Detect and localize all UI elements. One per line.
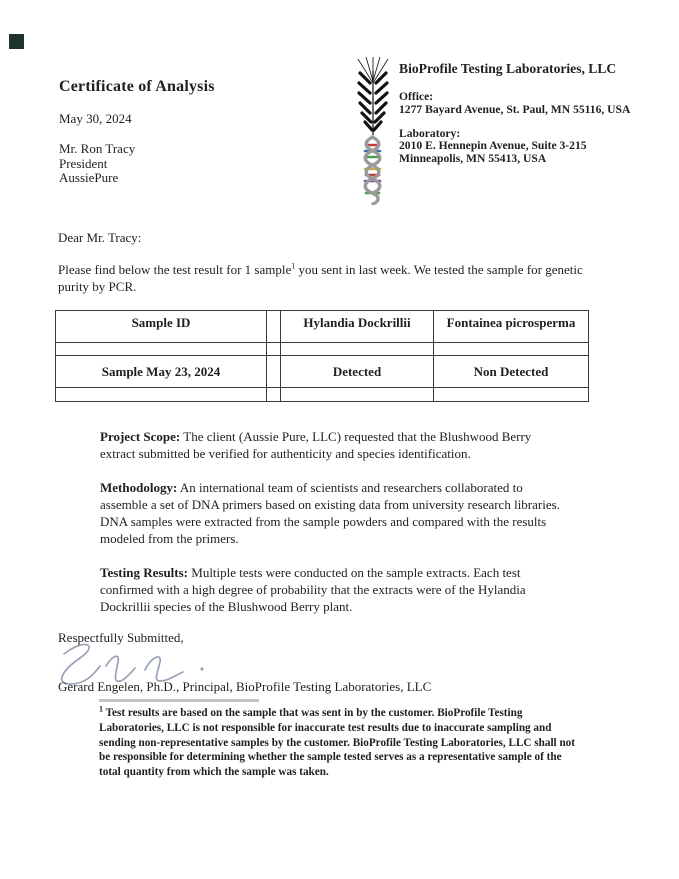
table-empty-row: [56, 388, 589, 402]
spacer-cell: [267, 311, 281, 343]
laboratory-label: Laboratory:: [399, 126, 461, 140]
header-hylandia: Hylandia Dockrillii: [281, 311, 434, 343]
page-title: Certificate of Analysis: [59, 78, 215, 95]
spacer-cell: [267, 356, 281, 388]
corner-mark: [9, 34, 24, 49]
footnote-divider: [99, 699, 259, 702]
intro-text-after: you sent in last week. We tested the sample for genetic purity by PCR.: [58, 262, 583, 294]
lab-header-block: [399, 61, 649, 166]
cell-sample-id: Sample May 23, 2024: [56, 356, 267, 388]
document-date: May 30, 2024: [59, 111, 132, 126]
laboratory-address-2: Minneapolis, MN 55413, USA: [399, 152, 547, 166]
cell-fontainea-result: Non Detected: [434, 356, 589, 388]
project-scope-label: Project Scope:: [100, 429, 181, 444]
header-fontainea: Fontainea picrosperma: [434, 311, 589, 343]
signatory-line: Gerard Engelen, Ph.D., Principal, BioProfile Testing Laboratories, LLC: [58, 679, 432, 694]
office-label: Office:: [399, 90, 434, 103]
project-scope-text: The client (Aussie Pure, LLC) requested that the Blushwood Berry extract submitted be verified for authenticity and species identification.: [100, 429, 532, 462]
cell-hylandia-result: Detected: [281, 356, 434, 388]
intro-paragraph: [58, 261, 590, 295]
testing-results-text: Multiple tests were conducted on the sample extracts. Each test confirmed with a high degree of probability that the extracts were of the Hylandia Dockrillii species of the Blushwood Berry plant.: [100, 564, 526, 615]
recipient-name: Mr. Ron Tracy: [59, 141, 136, 156]
section-project-scope: [100, 428, 562, 463]
valediction: Respectfully Submitted,: [58, 630, 184, 645]
section-testing-results: [100, 564, 562, 616]
footnote-text: Test results are based on the sample that was sent in by the customer. BioProfile Testing Laboratories, LLC is not responsible for inaccurate test results due to inaccurate sampling and sending non-representative samples by the customer. BioProfile Testing Laboratories, LLC shall not be responsible for determining whether the sample tested serves as a representative sample of the total quantity from which the sample was taken.: [99, 707, 576, 779]
table-header-row: [56, 311, 589, 343]
office-address: 1277 Bayard Avenue, St. Paul, MN 55116, USA: [399, 102, 631, 116]
footnote-reference: 1: [291, 261, 296, 271]
footnote-marker: 1: [99, 704, 103, 714]
header-sample-id: Sample ID: [56, 311, 267, 343]
lab-company-name: BioProfile Testing Laboratories, LLC: [399, 61, 617, 76]
recipient-company: AussiePure: [59, 170, 119, 186]
results-table: [55, 310, 589, 402]
report-sections: [100, 428, 562, 632]
testing-results-label: Testing Results:: [100, 564, 189, 580]
laboratory-address-1: 2010 E. Hennepin Avenue, Suite 3-215: [399, 139, 587, 153]
footnote: [99, 706, 582, 780]
methodology-text: An international team of scientists and researchers collaborated to assemble a set of DNA primers based on existing data from university research libraries. DNA samples were extracted from the sample powders and compared with the results modeled from the primers.: [100, 479, 560, 547]
salutation: Dear Mr. Tracy:: [58, 230, 142, 245]
recipient-block: [59, 142, 135, 186]
intro-text-before: Please find below the test result for 1 sample: [58, 262, 292, 277]
methodology-label: Methodology:: [100, 479, 178, 495]
recipient-title: President: [59, 155, 108, 171]
wheat-dna-logo-icon: [350, 57, 396, 210]
table-empty-row: [56, 343, 589, 356]
table-row: [56, 356, 589, 388]
section-methodology: [100, 479, 562, 548]
